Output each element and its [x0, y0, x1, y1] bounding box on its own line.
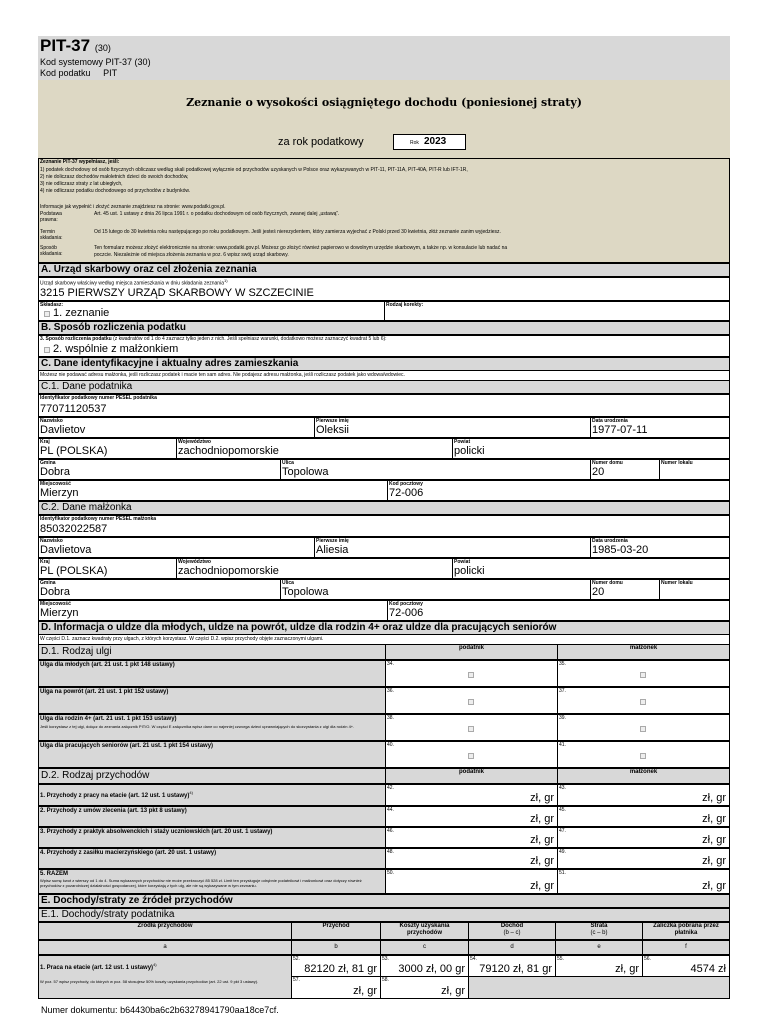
- zeznanie-checkbox[interactable]: [44, 311, 50, 317]
- col-letter-e: e: [555, 940, 643, 955]
- sposob-rozliczenia-label: 3. Sposób rozliczenia podatku (z kwadratów od 1 do 4 zaznacz tylko jeden z nich. Jeśli spełniasz warunki, dodatkowo możesz zaznaczyć kwadrat 5 lub 6):: [40, 336, 387, 342]
- strata-value: zł, gr: [615, 963, 639, 975]
- ulga-rodzin-label: Ulga dla rodzin 4+ (art. 21 ust. 1 pkt 153 ustawy) Jeśli korzystasz z tej ulgi, dołącz do zeznania załącznik PIT/O. W części E załącznika wpisz dane co najmniej czworga dzieci uprawniających do skorzystania z ulgi dla rodzin 4+.: [38, 714, 386, 741]
- ulica-label: Ulica: [282, 580, 294, 586]
- przychody-praktyk-podatnik[interactable]: [385, 827, 558, 848]
- nazwisko-podatnika-value: Davlietov: [40, 424, 86, 436]
- miejscowosc-podatnika-field[interactable]: [38, 480, 388, 501]
- ulga-powrot-podatnik-checkbox[interactable]: [468, 699, 474, 705]
- przychod-50-value: zł, gr: [353, 985, 377, 997]
- miejscowosc-malzonka-field[interactable]: [38, 600, 388, 621]
- title-band: [38, 80, 730, 158]
- przychod-50-field[interactable]: [291, 976, 381, 999]
- col-letter-d: d: [468, 940, 556, 955]
- year-field[interactable]: [393, 134, 466, 150]
- field-number: 54.: [470, 956, 477, 962]
- info-line-5: Informacje jak wypełnić i złożyć zeznanie znajdziesz na stronie: www.podatki.gov.pl.: [40, 204, 226, 210]
- urzad-value: 3215 PIERWSZY URZĄD SKARBOWY W SZCZECINIE: [40, 287, 314, 299]
- field-number: 37.: [559, 688, 566, 694]
- sposob-rozliczenia-value: 2. wspólnie z małżonkiem: [53, 343, 179, 355]
- strata-field[interactable]: [555, 955, 643, 977]
- woj-podatnika-field[interactable]: [176, 438, 453, 459]
- przychody-razem-sub: Wpisz sumę kwot z wierszy od 1 do 4. Suma wykazanych przychodów nie może przekroczyć 85 528 zł. Limit ten przysługuje odrębnie podatnikowi i małżonkowi oraz dotyczy również przychodów z pozarolniczej działalności gospodarczej, które korzystają z tych ulg, ale nie są wykazywane w tym zeznaniu.: [40, 878, 362, 888]
- gmina-malzonka-field[interactable]: [38, 579, 281, 600]
- amount: zł, gr: [702, 834, 726, 846]
- ulica-podatnika-value: Topolowa: [282, 466, 329, 478]
- d2-malzonek-header: małżonek: [557, 768, 730, 784]
- powiat-malzonka-field[interactable]: [452, 558, 730, 579]
- nr-lokalu-label: Numer lokalu: [661, 580, 693, 586]
- col-letter-c: c: [380, 940, 469, 955]
- nazwisko-malzonka-field[interactable]: [38, 537, 315, 558]
- field-number: 41.: [559, 742, 566, 748]
- imie-label: Pierwsze imię: [316, 418, 349, 424]
- field-number: 55.: [557, 956, 564, 962]
- field-number: 46.: [387, 828, 394, 834]
- ulga-mlodych-malzonek-checkbox[interactable]: [640, 672, 646, 678]
- amount: zł, gr: [702, 792, 726, 804]
- nazwisko-malzonka-value: Davlietova: [40, 544, 92, 556]
- urzad-footnote: 1): [223, 278, 228, 283]
- ulga-rodzin-podatnik-checkbox[interactable]: [468, 726, 474, 732]
- skladasz-value: 1. zeznanie: [53, 307, 110, 319]
- pesel-malzonka-field[interactable]: [38, 515, 730, 537]
- ulga-rodzin-sub: Jeśli korzystasz z tej ulgi, dołącz do zeznania załącznik PIT/O. W części E załącznika wpisz dane co najmniej czworga dzieci uprawniających do skorzystania z ulgi dla rodzin 4+.: [40, 724, 355, 729]
- form-variant: (30): [94, 43, 111, 53]
- przychod-value: 82120 zł, 81 gr: [304, 963, 377, 975]
- col-dochod-header: Dochód (b – c): [468, 922, 556, 940]
- d2-podatnik-header: podatnik: [385, 768, 558, 784]
- c2-title: C.2. Dane małżonka: [38, 501, 730, 515]
- powiat-podatnika-value: policki: [454, 445, 485, 457]
- imie-label: Pierwsze imię: [316, 538, 349, 544]
- ulga-seniorow-podatnik-checkbox[interactable]: [468, 753, 474, 759]
- ulga-mlodych-podatnik-checkbox[interactable]: [468, 672, 474, 678]
- praca-etat-sub: W poz. 57 wpisz przychody, do których w poz. 58 stosujesz 50% koszty uzyskania przychodów (art. 22 ust. 9 pkt 3 ustawy).: [40, 979, 259, 984]
- powiat-malzonka-value: policki: [454, 565, 485, 577]
- kraj-label: Kraj: [40, 439, 50, 445]
- imie-podatnika-field[interactable]: [314, 417, 591, 438]
- col-letter-b: b: [291, 940, 381, 955]
- section-d-title: D. Informacja o uldze dla młodych, uldze na powrót, uldze dla rodzin 4+ oraz uldze dla pracujących seniorów: [38, 621, 730, 635]
- amount: zł, gr: [530, 834, 554, 846]
- field-number: 45.: [559, 807, 566, 813]
- col-koszty-header: Koszty uzyskania przychodów: [380, 922, 469, 940]
- col-strata-header: Strata (c – b): [555, 922, 643, 940]
- field-number: 38.: [387, 715, 394, 721]
- nazwisko-label: Nazwisko: [40, 418, 63, 424]
- col-przychod-header: Przychód: [291, 922, 381, 940]
- section-b-title: B. Sposób rozliczenia podatku: [38, 321, 730, 335]
- section-a-title: A. Urząd skarbowy oraz cel złożenia zeznania: [38, 263, 730, 277]
- d2-title: D.2. Rodzaj przychodów: [38, 768, 386, 784]
- imie-malzonka-field[interactable]: [314, 537, 591, 558]
- data-urodzenia-malzonka-field[interactable]: [590, 537, 730, 558]
- col-letter-a: a: [38, 940, 292, 955]
- section-d-note-row: [38, 635, 730, 644]
- d1-podatnik-header: podatnik: [385, 644, 558, 660]
- nr-domu-label: Numer domu: [592, 580, 623, 586]
- section-d-note: W części D.1. zaznacz kwadraty przy ulgach, z których korzystasz. W części D.2. wpisz przychody objęte zaznaczonymi ulgami.: [40, 636, 324, 642]
- field-number: 39.: [559, 715, 566, 721]
- kod-systemowy-value: PIT-37 (30): [105, 57, 151, 67]
- przychody-etat-label: 1. Przychody z pracy na etacie (art. 12 ust. 1 ustawy)$^{4)}$: [38, 784, 386, 806]
- ulica-malzonka-value: Topolowa: [282, 586, 329, 598]
- przychody-zlecenia-label: 2. Przychody z umów zlecenia (art. 13 pkt 8 ustawy): [38, 806, 386, 827]
- przychody-praktyk-label: 3. Przychody z praktyk absolwenckich i staży uczniowskich (art. 20 ust. 1 ustawy): [38, 827, 386, 848]
- dochod-field[interactable]: [468, 955, 556, 977]
- year-value: 2023: [424, 136, 447, 147]
- form-code: [40, 36, 111, 58]
- c1-title: C.1. Dane podatnika: [38, 380, 730, 394]
- amount: zł, gr: [530, 813, 554, 825]
- amount: zł, gr: [530, 855, 554, 867]
- sposob-text-2: poczcie. Niezależnie od miejsca złożenia zeznania w poz. 6 wpisz swój urząd skarbowy.: [94, 252, 289, 258]
- kod-podatnika-value: 72-006: [389, 487, 424, 499]
- powiat-podatnika-field[interactable]: [452, 438, 730, 459]
- sposob-label: Sposób składania:: [40, 245, 63, 257]
- przychody-zasilku-malzonek[interactable]: [557, 848, 730, 869]
- field-number: 58.: [382, 977, 389, 983]
- ulga-rodzin-podatnik[interactable]: [385, 714, 558, 741]
- nazwisko-podatnika-field[interactable]: [38, 417, 315, 438]
- koszty-50-value: zł, gr: [441, 985, 465, 997]
- field-number: 34.: [387, 661, 394, 667]
- przychody-zasilku-label: 4. Przychody z zasiłku macierzyńskiego (art. 20 ust. 1 ustawy): [38, 848, 386, 869]
- imie-podatnika-value: Oleksii: [316, 424, 350, 436]
- nr-lokalu-podatnika-field[interactable]: [659, 459, 730, 480]
- woj-malzonka-value: zachodniopomorskie: [178, 565, 279, 577]
- data-urodzenia-malzonka-value: 1985-03-20: [592, 544, 649, 556]
- powiat-label: Powiat: [454, 559, 471, 565]
- ulga-powrot-malzonek[interactable]: [557, 687, 730, 714]
- praca-etat-label: 1. Praca na etacie (art. 12 ust. 1 ustawy)$^{4)}$ W poz. 57 wpisz przychody, do których w poz. 58 stosujesz 50% koszty uzyskania przychodów (art. 22 ust. 9 pkt 3 ustawy).: [38, 955, 292, 999]
- ulga-mlodych-label: Ulga dla młodych (art. 21 ust. 1 pkt 148 ustawy): [38, 660, 386, 687]
- nr-domu-malzonka-value: 20: [592, 586, 605, 598]
- info-line-0: Zeznanie PIT-37 wypełniasz, jeśli:: [40, 159, 120, 165]
- d1-title: D.1. Rodzaj ulgi: [38, 644, 386, 660]
- przychody-praktyk-malzonek[interactable]: [557, 827, 730, 848]
- ulga-seniorow-malzonek[interactable]: [557, 741, 730, 768]
- miejscowosc-label: Miejscowość: [40, 601, 71, 607]
- korekty-field[interactable]: [384, 301, 730, 321]
- ulga-seniorow-label: Ulga dla pracujących seniorów (art. 21 ust. 1 pkt 154 ustawy): [38, 741, 386, 768]
- info-line-1: 1) podatek dochodowy od osób fizycznych obliczasz według skali podatkowej wyłącznie od przychodów uzyskanych w Polsce oraz wykazywanych w PIT-11, PIT-11A, PIT-40A, PIT-R lub IFT-1R,: [40, 167, 468, 173]
- termin-text: Od 15 lutego do 30 kwietnia roku następującego po roku podatkowym. Jeśli jesteś nierezydentem, który zamierza wyjechać z Polski przed 30 kwietnia, złóż zeznanie zanim wyjedziesz.: [94, 229, 501, 235]
- koszty-field[interactable]: [380, 955, 469, 977]
- info-line-2: 2) nie doliczasz dochodów małoletnich dzieci do swoich dochodów,: [40, 174, 189, 180]
- page-title: Zeznanie o wysokości osiągniętego dochodu (poniesionej straty): [186, 96, 582, 109]
- nr-domu-label: Numer domu: [592, 460, 623, 466]
- ulga-rodzin-malzonek-checkbox[interactable]: [640, 726, 646, 732]
- ulga-mlodych-podatnik[interactable]: [385, 660, 558, 687]
- ulga-seniorow-malzonek-checkbox[interactable]: [640, 753, 646, 759]
- podstawa-label: Podstawa prawna:: [40, 211, 62, 223]
- field-number: 40.: [387, 742, 394, 748]
- przychody-zlecenia-malzonek[interactable]: [557, 806, 730, 827]
- przychody-etat-footnote: 4): [189, 790, 193, 795]
- field-number: 42.: [387, 785, 394, 791]
- podstawa-text: Art. 45 ust. 1 ustawy z dnia 26 lipca 1991 r. o podatku dochodowym od osób fizycznych, zwanej dalej „ustawą”.: [94, 211, 340, 217]
- skladasz-label: Składasz:: [40, 302, 64, 308]
- kraj-malzonka-field[interactable]: [38, 558, 177, 579]
- col-zrodla-header: Źródła przychodów: [38, 922, 292, 940]
- kraj-podatnika-field[interactable]: [38, 438, 177, 459]
- gmina-label: Gmina: [40, 580, 56, 586]
- kraj-label: Kraj: [40, 559, 50, 565]
- dochod-value: 79120 zł, 81 gr: [479, 963, 552, 975]
- field-number: 51.: [559, 870, 566, 876]
- nr-lokalu-label: Numer lokalu: [661, 460, 693, 466]
- info-line-4: 4) nie odliczasz podatku dochodowego od przychodów z budynków.: [40, 188, 191, 194]
- miejscowosc-podatnika-value: Mierzyn: [40, 487, 79, 499]
- kod-malzonka-value: 72-006: [389, 607, 424, 619]
- koszty-value: 3000 zł, 00 gr: [398, 963, 465, 975]
- przychody-zlecenia-podatnik[interactable]: [385, 806, 558, 827]
- d1-malzonek-header: małżonek: [557, 644, 730, 660]
- ulga-seniorow-podatnik[interactable]: [385, 741, 558, 768]
- kraj-podatnika-value: PL (POLSKA): [40, 445, 108, 457]
- field-number: 47.: [559, 828, 566, 834]
- kod-label: Kod pocztowy: [389, 601, 423, 607]
- ulica-malzonka-field[interactable]: [280, 579, 591, 600]
- gmina-podatnika-value: Dobra: [40, 466, 70, 478]
- przychody-etat-malzonek[interactable]: [557, 784, 730, 806]
- ulga-mlodych-malzonek[interactable]: [557, 660, 730, 687]
- section-c-note: Możesz nie podawać adresu małżonka, jeśli rozliczasz podatek i macie ten sam adres. Nie podajesz adresu małżonka, jeśli rozliczasz podatek jako wdowa/wdowiec.: [40, 372, 405, 378]
- zaliczka-field[interactable]: [642, 955, 730, 977]
- col-zaliczka-header: Zaliczka pobrana przez płatnika: [642, 922, 730, 940]
- miejscowosc-label: Miejscowość: [40, 481, 71, 487]
- ulga-powrot-label: Ulga na powrót (art. 21 ust. 1 pkt 152 ustawy): [38, 687, 386, 714]
- urzad-field[interactable]: [38, 277, 730, 301]
- document-number-value: b64430ba6c2b63278941790aa18ce7cf.: [120, 1005, 279, 1015]
- przychody-razem-podatnik[interactable]: [385, 869, 558, 894]
- field-number: 48.: [387, 849, 394, 855]
- data-urodzenia-podatnika-field[interactable]: [590, 417, 730, 438]
- field-number: 44.: [387, 807, 394, 813]
- field-number: 50.: [387, 870, 394, 876]
- field-number: 36.: [387, 688, 394, 694]
- sposob-text-1: Ten formularz możesz złożyć elektronicznie na stronie: www.podatki.gov.pl. Możesz go złożyć również papierowo w dowolnym urzędzie skarbowym, a także np. w konsulacie lub nadać na: [94, 245, 508, 251]
- woj-podatnika-value: zachodniopomorskie: [178, 445, 279, 457]
- kod-podatku-row: [40, 68, 117, 79]
- nazwisko-label: Nazwisko: [40, 538, 63, 544]
- przychody-etat-podatnik[interactable]: [385, 784, 558, 806]
- gmina-label: Gmina: [40, 460, 56, 466]
- ulga-rodzin-malzonek[interactable]: [557, 714, 730, 741]
- kod-malzonka-field[interactable]: [387, 600, 730, 621]
- sposob-rozliczenia-field[interactable]: [38, 335, 730, 357]
- urzad-label: Urząd skarbowy właściwy według miejsca zamieszkania w dniu składania zeznania$^{1)}$: [40, 278, 228, 287]
- ulga-powrot-malzonek-checkbox[interactable]: [640, 699, 646, 705]
- woj-label: Województwo: [178, 559, 211, 565]
- gmina-malzonka-value: Dobra: [40, 586, 70, 598]
- kod-systemowy-label: Kod systemowy: [40, 57, 104, 67]
- row2-blank: [468, 976, 730, 999]
- koszty-50-field[interactable]: [380, 976, 469, 999]
- imie-malzonka-value: Aliesia: [316, 544, 349, 556]
- section-c-title: C. Dane identyfikacyjne i aktualny adres zamieszkania: [38, 357, 730, 371]
- kod-podatku-label: Kod podatku: [40, 68, 91, 78]
- woj-malzonka-field[interactable]: [176, 558, 453, 579]
- pesel-podatnika-field[interactable]: [38, 394, 730, 417]
- nr-lokalu-malzonka-field[interactable]: [659, 579, 730, 600]
- nr-domu-malzonka-field[interactable]: [590, 579, 660, 600]
- korekty-label: Rodzaj korekty:: [386, 302, 424, 308]
- form-name: PIT-37: [40, 36, 91, 55]
- amount: zł, gr: [702, 880, 726, 892]
- year-label: za rok podatkowy: [278, 136, 364, 148]
- col-letter-f: f: [642, 940, 730, 955]
- field-number: 43.: [559, 785, 566, 791]
- przychod-field[interactable]: [291, 955, 381, 977]
- woj-label: Województwo: [178, 439, 211, 445]
- kod-systemowy-row: [40, 57, 151, 68]
- kod-label: Kod pocztowy: [389, 481, 423, 487]
- nr-domu-podatnika-field[interactable]: [590, 459, 660, 480]
- section-c-note-row: [38, 371, 730, 380]
- pesel-podatnika-value: 77071120537: [40, 403, 107, 415]
- zaliczka-value: 4574 zł: [690, 963, 726, 975]
- amount: zł, gr: [530, 880, 554, 892]
- nr-domu-podatnika-value: 20: [592, 466, 605, 478]
- field-number: 52.: [293, 956, 300, 962]
- przychody-razem-label: 5. RAZEM Wpisz sumę kwot z wierszy od 1 do 4. Suma wykazanych przychodów nie może przekroczyć 85 528 zł. Limit ten przysługuje odrębnie podatnikowi i małżonkowi oraz dotyczy również przychodów z pozarolniczej działalności gospodarczej, które korzystają z tych ulg, ale nie są wykazywane w tym zeznaniu.: [38, 869, 386, 894]
- rok-label: Rok: [410, 140, 419, 146]
- skladasz-field[interactable]: [38, 301, 385, 321]
- field-number: 49.: [559, 849, 566, 855]
- e1-title: E.1. Dochody/straty podatnika: [38, 908, 730, 922]
- field-number: 56.: [644, 956, 651, 962]
- powiat-label: Powiat: [454, 439, 471, 445]
- miejscowosc-malzonka-value: Mierzyn: [40, 607, 79, 619]
- amount: zł, gr: [702, 855, 726, 867]
- field-number: 53.: [382, 956, 389, 962]
- przychody-zasilku-podatnik[interactable]: [385, 848, 558, 869]
- info-line-3: 3) nie odliczasz straty z lat ubiegłych,: [40, 181, 123, 187]
- pesel-malzonka-value: 85032022587: [40, 523, 108, 535]
- field-number: 35.: [559, 661, 566, 667]
- data-label: Data urodzenia: [592, 418, 628, 424]
- pesel-label: Identyfikator podatkowy numer PESEL podatnika: [40, 395, 157, 401]
- data-urodzenia-podatnika-value: 1977-07-11: [592, 424, 648, 436]
- info-block: [38, 158, 730, 263]
- amount: zł, gr: [702, 813, 726, 825]
- kod-podatku-value: PIT: [103, 68, 118, 78]
- termin-label: Termin składania:: [40, 229, 63, 241]
- document-number-label: Numer dokumentu:: [41, 1005, 118, 1015]
- document-number: [41, 1005, 279, 1016]
- ulica-podatnika-field[interactable]: [280, 459, 591, 480]
- pesel2-label: Identyfikator podatkowy numer PESEL małżonka: [40, 516, 157, 522]
- kod-podatnika-field[interactable]: [387, 480, 730, 501]
- wspolnie-checkbox[interactable]: [44, 347, 50, 353]
- section-e-title: E. Dochody/straty ze źródeł przychodów: [38, 894, 730, 908]
- przychody-razem-malzonek[interactable]: [557, 869, 730, 894]
- ulga-powrot-podatnik[interactable]: [385, 687, 558, 714]
- data-label: Data urodzenia: [592, 538, 628, 544]
- gmina-podatnika-field[interactable]: [38, 459, 281, 480]
- field-number: 57.: [293, 977, 300, 983]
- amount: zł, gr: [530, 792, 554, 804]
- ulica-label: Ulica: [282, 460, 294, 466]
- kraj-malzonka-value: PL (POLSKA): [40, 565, 108, 577]
- praca-etat-footnote: 4): [153, 962, 157, 967]
